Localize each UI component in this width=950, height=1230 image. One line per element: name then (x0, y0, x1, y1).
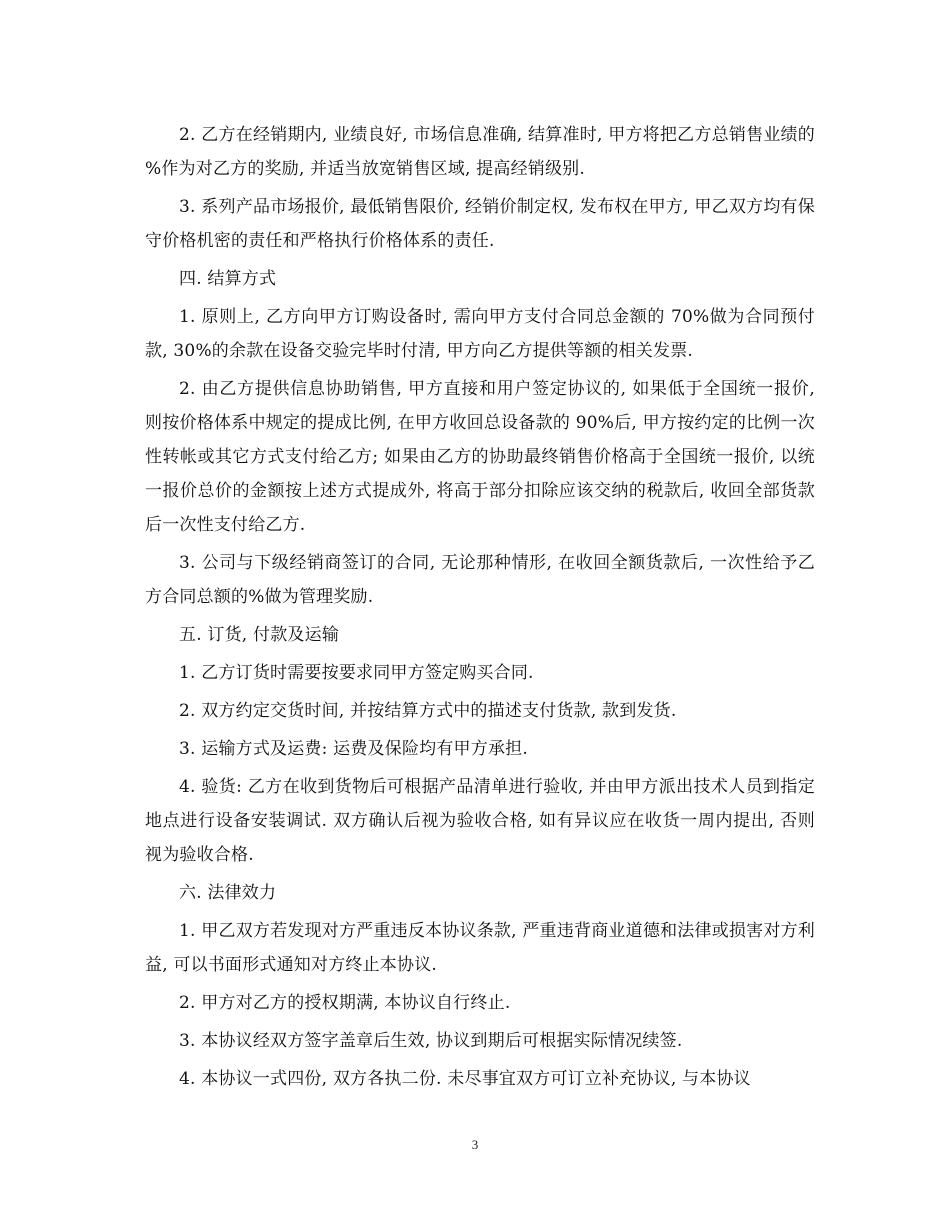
paragraph-3-price-confidentiality: 3. 系列产品市场报价, 最低销售限价, 经销价制定权, 发布权在甲方, 甲乙双方均有保守价格机密的责任和严格执行价格体系的责任. (145, 197, 815, 251)
paragraph-2-sales-reward: 2. 乙方在经销期内, 业绩良好, 市场信息准确, 结算准时, 甲方将把乙方总销售业绩的 %作为对乙方的奖励, 并适当放宽销售区域, 提高经销级别. (145, 125, 815, 179)
page-number: 3 (471, 1137, 479, 1152)
paragraph-settlement-2: 2. 由乙方提供信息协助销售, 甲方直接和用户签定协议的, 如果低于全国统一报价, 则按价格体系中规定的提成比例, 在甲方收回总设备款的 90%后, 甲方按约定的比例一次性转帐或其它方式支付给乙方; 如果由乙方的协助最终销售价格高于全国统一报价, 以统一报价总价的金额按上述方式提成外, 将高于部分扣除应该交纳的税款后, 收回全部货款后一次性支付给乙方. (145, 379, 815, 535)
paragraph-ordering-4: 4. 验货: 乙方在收到货物后可根据产品清单进行验收, 并由甲方派出技术人员到指定地点进行设备安装调试. 双方确认后视为验收合格, 如有异议应在收货一周内提出, 否则视为验收合格. (145, 777, 815, 865)
section-heading-settlement: 四. 结算方式 (179, 269, 277, 289)
document-body (145, 118, 815, 1100)
section-heading-legal-effect: 六. 法律效力 (179, 883, 277, 903)
paragraph-settlement-1: 1. 原则上, 乙方向甲方订购设备时, 需向甲方支付合同总金额的 70%做为合同预付款, 30%的余款在设备交验完毕时付清, 甲方向乙方提供等额的相关发票. (145, 307, 815, 361)
paragraph-ordering-1: 1. 乙方订货时需要按要求同甲方签定购买合同. (179, 663, 534, 683)
paragraph-legal-1: 1. 甲乙双方若发现对方严重违反本协议条款, 严重违背商业道德和法律或损害对方利益, 可以书面形式通知对方终止本协议. (145, 921, 815, 975)
paragraph-settlement-3: 3. 公司与下级经销商签订的合同, 无论那种情形, 在收回全额货款后, 一次性给予乙方合同总额的%做为管理奖励. (145, 553, 815, 607)
paragraph-ordering-3: 3. 运输方式及运费: 运费及保险均有甲方承担. (179, 739, 528, 759)
paragraph-legal-4: 4. 本协议一式四份, 双方各执二份. 未尽事宜双方可订立补充协议, 与本协议 (179, 1069, 751, 1089)
paragraph-legal-2: 2. 甲方对乙方的授权期满, 本协议自行终止. (179, 993, 511, 1013)
section-heading-ordering: 五. 订货, 付款及运输 (179, 625, 340, 645)
paragraph-legal-3: 3. 本协议经双方签字盖章后生效, 协议到期后可根据实际情况续签. (179, 1031, 683, 1051)
paragraph-ordering-2: 2. 双方约定交货时间, 并按结算方式中的描述支付货款, 款到发货. (179, 701, 677, 721)
